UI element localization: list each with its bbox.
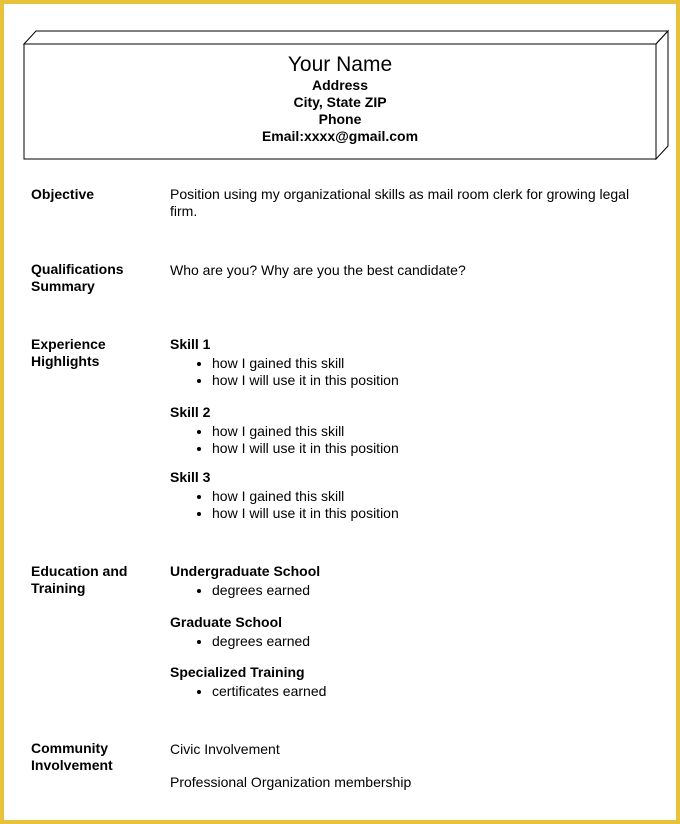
community-label-line1: Community [31, 740, 108, 756]
professional-org-text: Professional Organization membership [170, 774, 412, 790]
experience-label-line1: Experience [31, 336, 106, 352]
education-graduate-block [170, 614, 650, 650]
list-item: • how I gained this skill [212, 488, 650, 505]
list-item: • degrees earned [212, 633, 650, 650]
list-item: • how I gained this skill [212, 423, 650, 440]
community-label [31, 740, 113, 774]
education-label [31, 563, 127, 597]
graduate-title: Graduate School [170, 614, 283, 630]
skill-1-block [170, 336, 650, 389]
qualifications-label-line2: Summary [31, 278, 95, 294]
objective-label-text: Objective [31, 186, 95, 202]
skill-3-block [170, 469, 650, 522]
qualifications-label [31, 261, 124, 295]
list-item: • how I gained this skill [212, 355, 650, 372]
list-item: • how I will use it in this position [212, 372, 650, 389]
resume-header [24, 44, 656, 159]
specialized-title: Specialized Training [170, 664, 305, 680]
qualifications-label-line1: Qualifications [31, 261, 124, 277]
education-undergrad-block [170, 563, 650, 599]
skill-2-bullets [170, 423, 650, 457]
skill-2-block [170, 404, 650, 457]
specialized-bullets [170, 683, 650, 700]
skill-3-bullets [170, 488, 650, 522]
experience-label [31, 336, 106, 370]
objective-text: Position using my organizational skills as mail room clerk for growing legal firm. [170, 186, 630, 219]
list-item: • how I will use it in this position [212, 440, 650, 457]
objective-label [31, 186, 94, 203]
graduate-bullets [170, 633, 650, 650]
community-label-line2: Involvement [31, 757, 113, 773]
qualifications-text: Who are you? Why are you the best candidate? [170, 262, 466, 278]
skill-2-title: Skill 2 [170, 404, 211, 420]
list-item: • certificates earned [212, 683, 650, 700]
undergrad-bullets [170, 582, 650, 599]
education-specialized-block [170, 664, 650, 700]
phone-line: Phone [318, 111, 362, 127]
address-line: Address [311, 77, 369, 93]
resume-name: Your Name [287, 53, 393, 76]
city-state-zip-line: City, State ZIP [293, 94, 387, 110]
list-item: • how I will use it in this position [212, 505, 650, 522]
education-label-line1: Education and [31, 563, 128, 579]
education-label-line2: Training [31, 580, 86, 596]
civic-involvement-text: Civic Involvement [170, 741, 280, 757]
skill-1-title: Skill 1 [170, 336, 211, 352]
list-item: • degrees earned [212, 582, 650, 599]
experience-label-line2: Highlights [31, 353, 100, 369]
email-line: Email:xxxx@gmail.com [261, 128, 419, 144]
skill-1-bullets [170, 355, 650, 389]
skill-3-title: Skill 3 [170, 469, 211, 485]
undergrad-title: Undergraduate School [170, 563, 321, 579]
